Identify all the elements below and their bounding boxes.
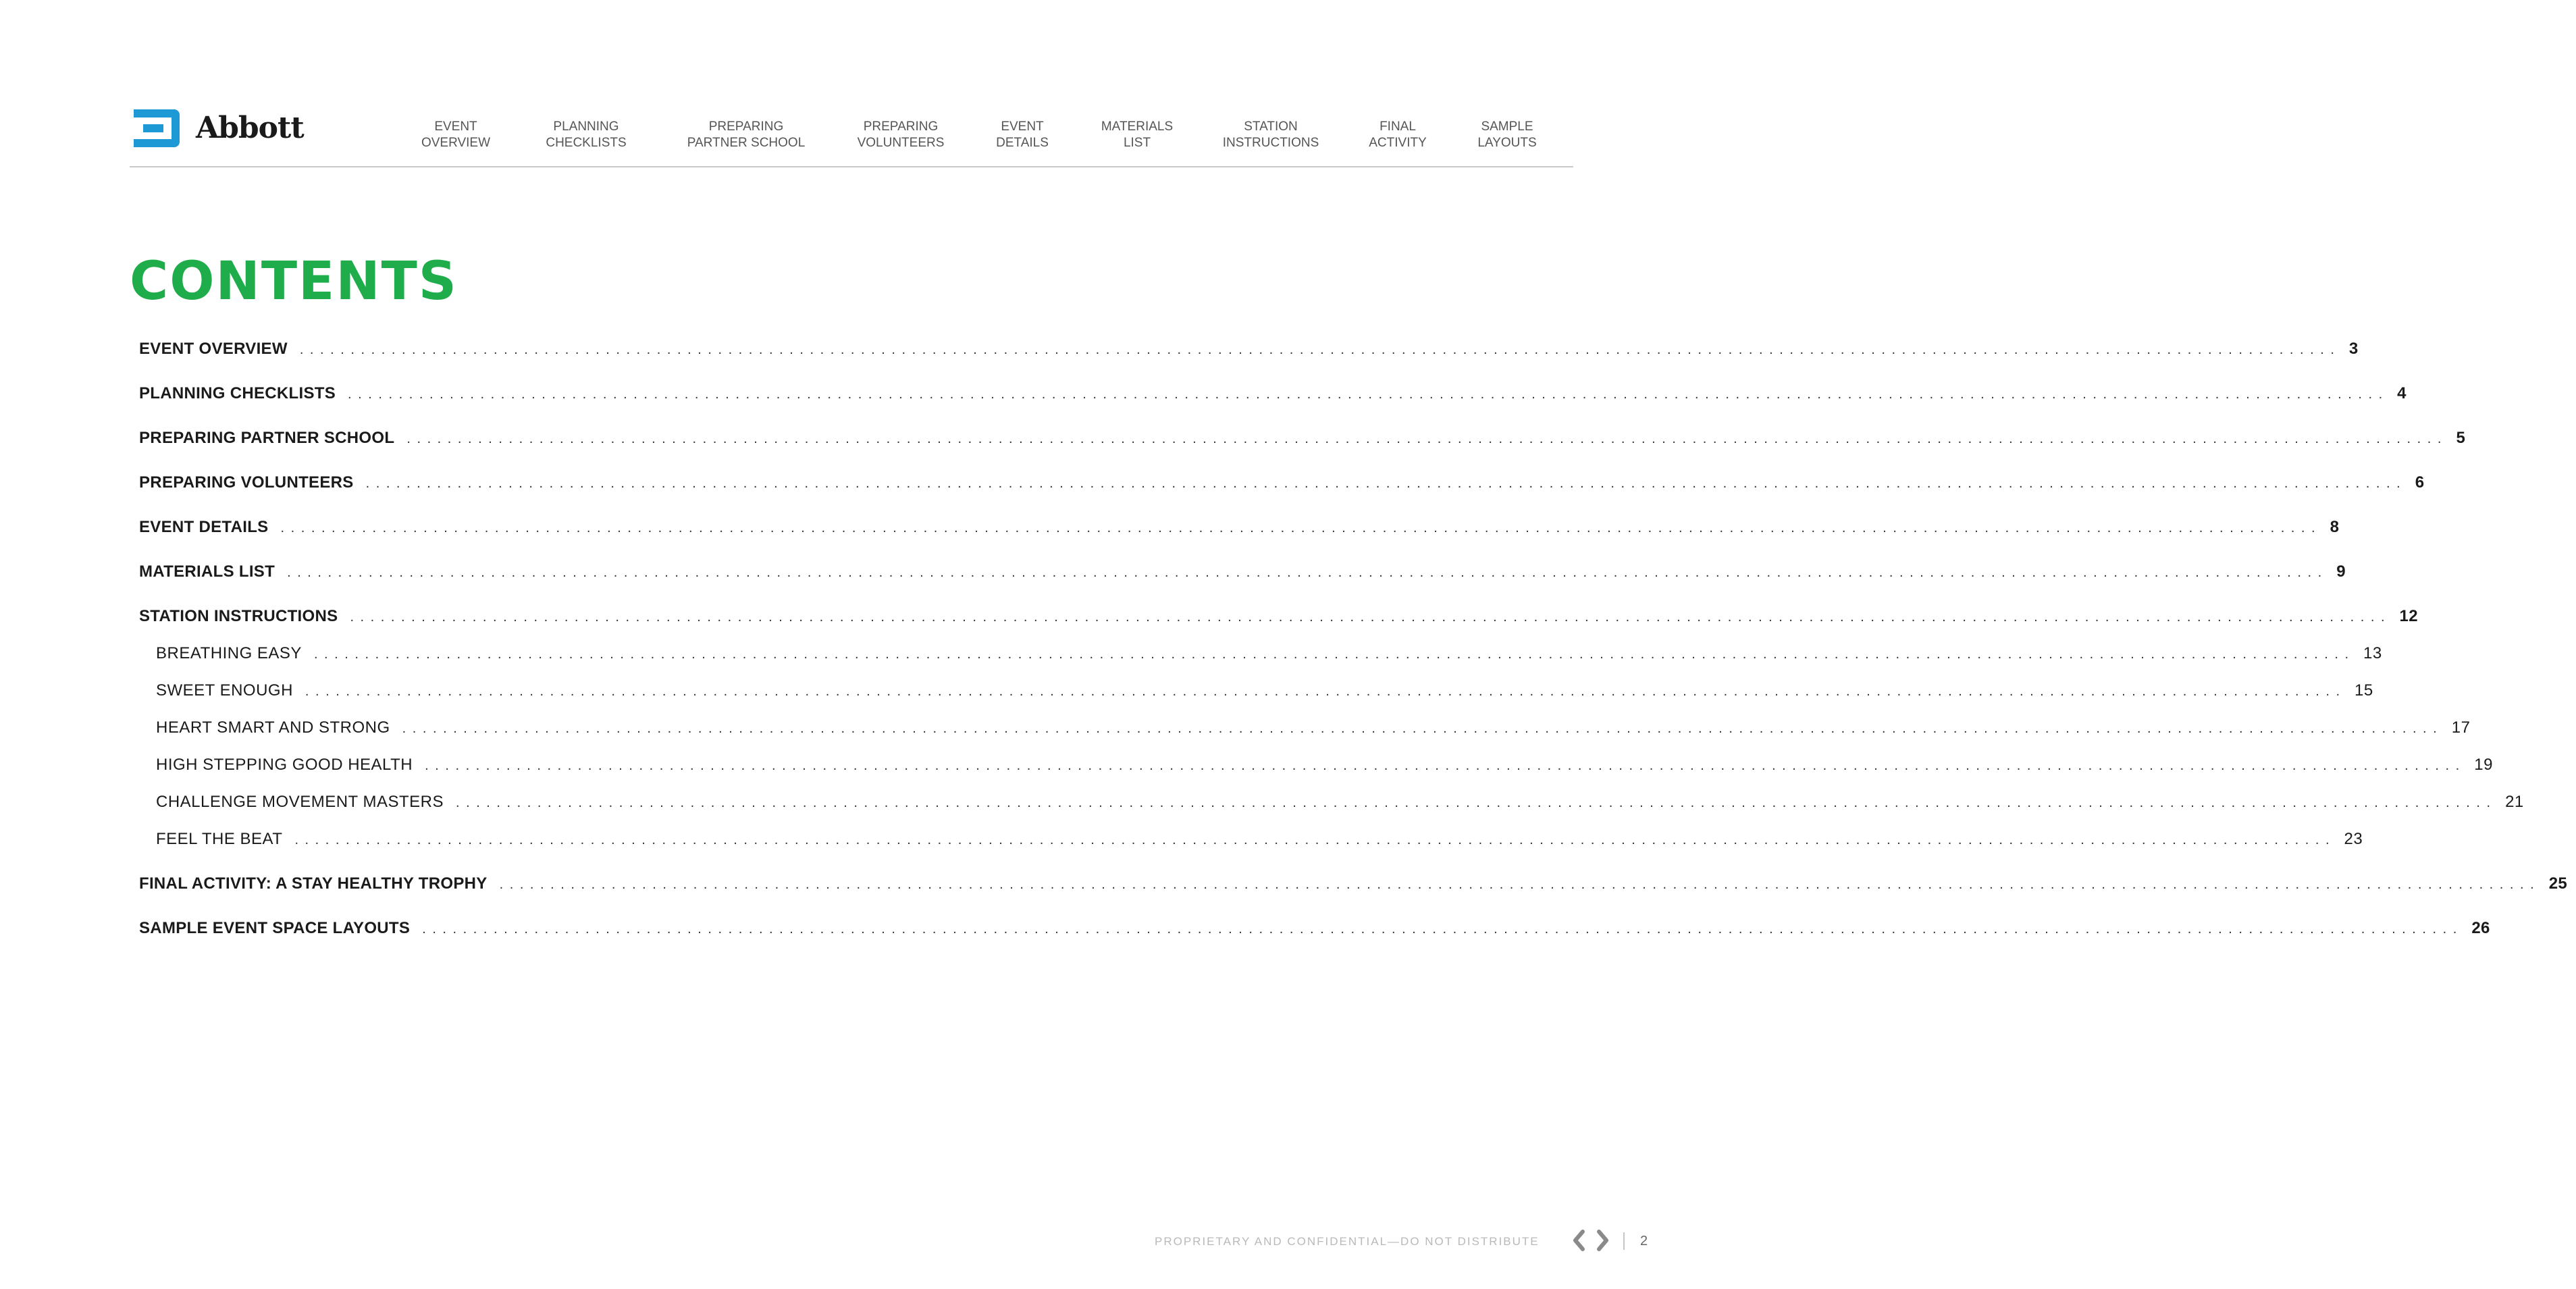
- toc-entry[interactable]: [139, 756, 2493, 774]
- toc-entry-label: HIGH STEPPING GOOD HEALTH: [156, 756, 413, 774]
- toc-dot-leader: . . . . . . . . . . . . . . . . . . . . . . . . . . . . . . . . . . . . . . . . . . . . . . . . . . . . . . . . . . . . . . . . . . . . . . . . . . . . . . . . . . . . . . . . . . . . . . . . . . . . . . . . . . . . . . . . . . . . . . . . . . . . . . . . . . . . . . . . . . . . . . . . . . . . . . . . . . . . . . . . . . . . . . . . . . . . . . . . . . . . . . . . . . . . . . . . . . . . . . . .: [299, 342, 2336, 357]
- toc-entry[interactable]: [139, 562, 2346, 581]
- toc-entry-label: FINAL ACTIVITY: A STAY HEALTHY TROPHY: [139, 874, 488, 893]
- chevron-left-icon[interactable]: [1571, 1229, 1588, 1252]
- toc-entry-label: SAMPLE EVENT SPACE LAYOUTS: [139, 919, 411, 937]
- toc-dot-leader: . . . . . . . . . . . . . . . . . . . . . . . . . . . . . . . . . . . . . . . . . . . . . . . . . . . . . . . . . . . . . . . . . . . . . . . . . . . . . . . . . . . . . . . . . . . . . . . . . . . . . . . . . . . . . . . . . . . . . . . . . . . . . . . . . . . . . . . . . . . . . . . . . . . . . . . . . . . . . . . . . . . . . . . . . . . . . . . . . . . . . . . . . . . . . . . . . . . . . . . .: [365, 476, 2402, 491]
- nav-item-event-overview[interactable]: [421, 119, 490, 151]
- footer-divider: [1623, 1232, 1625, 1250]
- nav-item-line1: SAMPLE: [1481, 120, 1533, 134]
- toc-entry[interactable]: [139, 681, 2373, 700]
- header-divider: [130, 166, 1573, 167]
- toc-entry[interactable]: [139, 793, 2524, 812]
- toc-dot-leader: . . . . . . . . . . . . . . . . . . . . . . . . . . . . . . . . . . . . . . . . . . . . . . . . . . . . . . . . . . . . . . . . . . . . . . . . . . . . . . . . . . . . . . . . . . . . . . . . . . . . . . . . . . . . . . . . . . . . . . . . . . . . . . . . . . . . . . . . . . . . . . . . . . . . . . . . . . . . . . . . . . . . . . . . . . . . . . . . . . . . . . . . . . . . . . . . . . . . . . . .: [305, 684, 2342, 699]
- toc-entry-label: PREPARING VOLUNTEERS: [139, 473, 354, 492]
- nav-item-line2: LIST: [1123, 136, 1151, 150]
- toc-entry[interactable]: [139, 919, 2490, 938]
- toc-dot-leader: . . . . . . . . . . . . . . . . . . . . . . . . . . . . . . . . . . . . . . . . . . . . . . . . . . . . . . . . . . . . . . . . . . . . . . . . . . . . . . . . . . . . . . . . . . . . . . . . . . . . . . . . . . . . . . . . . . . . . . . . . . . . . . . . . . . . . . . . . . . . . . . . . . . . . . . . . . . . . . . . . . . . . . . . . . . . . . . . . . . . . . . . . . . . . . . . . . . . . . . .: [402, 721, 2438, 736]
- toc-entry-page: 25: [2548, 874, 2567, 893]
- toc-entry[interactable]: [139, 830, 2363, 849]
- nav-item-line2: CHECKLISTS: [546, 136, 627, 150]
- nav-item-line2: PARTNER SCHOOL: [687, 136, 806, 150]
- toc-dot-leader: . . . . . . . . . . . . . . . . . . . . . . . . . . . . . . . . . . . . . . . . . . . . . . . . . . . . . . . . . . . . . . . . . . . . . . . . . . . . . . . . . . . . . . . . . . . . . . . . . . . . . . . . . . . . . . . . . . . . . . . . . . . . . . . . . . . . . . . . . . . . . . . . . . . . . . . . . . . . . . . . . . . . . . . . . . . . . . . . . . . . . . . . . . . . . . . . . . . . . . . .: [350, 610, 2386, 625]
- toc-entry[interactable]: [139, 518, 2340, 537]
- nav-item-line2: INSTRUCTIONS: [1222, 136, 1319, 150]
- nav-item-station-instructions[interactable]: [1223, 119, 1319, 151]
- nav-item-line2: ACTIVITY: [1369, 136, 1427, 150]
- nav-item-line2: DETAILS: [996, 136, 1049, 150]
- toc-entry-page: 4: [2397, 384, 2407, 402]
- toc-entry-label: SWEET ENOUGH: [156, 681, 293, 700]
- toc-entry-label: PREPARING PARTNER SCHOOL: [139, 429, 395, 447]
- toc-entry[interactable]: [139, 384, 2407, 403]
- toc-dot-leader: . . . . . . . . . . . . . . . . . . . . . . . . . . . . . . . . . . . . . . . . . . . . . . . . . . . . . . . . . . . . . . . . . . . . . . . . . . . . . . . . . . . . . . . . . . . . . . . . . . . . . . . . . . . . . . . . . . . . . . . . . . . . . . . . . . . . . . . . . . . . . . . . . . . . . . . . . . . . . . . . . . . . . . . . . . . . . . . . . . . . . . . . . . . . . . . . . . . . . . . .: [422, 922, 2459, 937]
- toc-dot-leader: . . . . . . . . . . . . . . . . . . . . . . . . . . . . . . . . . . . . . . . . . . . . . . . . . . . . . . . . . . . . . . . . . . . . . . . . . . . . . . . . . . . . . . . . . . . . . . . . . . . . . . . . . . . . . . . . . . . . . . . . . . . . . . . . . . . . . . . . . . . . . . . . . . . . . . . . . . . . . . . . . . . . . . . . . . . . . . . . . . . . . . . . . . . . . . . . . . . . . . . .: [348, 387, 2384, 402]
- toc-dot-leader: . . . . . . . . . . . . . . . . . . . . . . . . . . . . . . . . . . . . . . . . . . . . . . . . . . . . . . . . . . . . . . . . . . . . . . . . . . . . . . . . . . . . . . . . . . . . . . . . . . . . . . . . . . . . . . . . . . . . . . . . . . . . . . . . . . . . . . . . . . . . . . . . . . . . . . . . . . . . . . . . . . . . . . . . . . . . . . . . . . . . . . . . . . . . . . . . . . . . . . . .: [406, 431, 2443, 446]
- confidential-notice: PROPRIETARY AND CONFIDENTIAL—DO NOT DISTRIBUTE: [1155, 1235, 1540, 1248]
- toc-dot-leader: . . . . . . . . . . . . . . . . . . . . . . . . . . . . . . . . . . . . . . . . . . . . . . . . . . . . . . . . . . . . . . . . . . . . . . . . . . . . . . . . . . . . . . . . . . . . . . . . . . . . . . . . . . . . . . . . . . . . . . . . . . . . . . . . . . . . . . . . . . . . . . . . . . . . . . . . . . . . . . . . . . . . . . . . . . . . . . . . . . . . . . . . . . . . . . . . . . . . . . . .: [455, 795, 2492, 810]
- nav-item-line1: MATERIALS: [1101, 120, 1174, 134]
- toc-entry-page: 12: [2399, 607, 2418, 625]
- abbott-logo: [130, 107, 304, 150]
- toc-entry-label: CHALLENGE MOVEMENT MASTERS: [156, 793, 444, 811]
- toc-entry[interactable]: [139, 429, 2466, 448]
- toc-entry-page: 13: [2363, 644, 2382, 662]
- nav-item-line1: FINAL: [1379, 120, 1416, 134]
- nav-item-preparing-partner-school[interactable]: [687, 119, 806, 151]
- toc-entry-label: BREATHING EASY: [156, 644, 302, 662]
- toc-entry-page: 19: [2474, 756, 2493, 774]
- nav-item-line1: EVENT: [434, 120, 477, 134]
- toc-dot-leader: . . . . . . . . . . . . . . . . . . . . . . . . . . . . . . . . . . . . . . . . . . . . . . . . . . . . . . . . . . . . . . . . . . . . . . . . . . . . . . . . . . . . . . . . . . . . . . . . . . . . . . . . . . . . . . . . . . . . . . . . . . . . . . . . . . . . . . . . . . . . . . . . . . . . . . . . . . . . . . . . . . . . . . . . . . . . . . . . . . . . . . . . . . . . . . . . . . . . . . . .: [287, 565, 2323, 580]
- toc-entry-label: PLANNING CHECKLISTS: [139, 384, 336, 402]
- toc-entry-page: 17: [2451, 718, 2471, 737]
- page-title: CONTENTS: [130, 251, 458, 312]
- toc-entry-page: 3: [2348, 340, 2359, 358]
- toc-entry-page: 21: [2505, 793, 2524, 811]
- toc-dot-leader: . . . . . . . . . . . . . . . . . . . . . . . . . . . . . . . . . . . . . . . . . . . . . . . . . . . . . . . . . . . . . . . . . . . . . . . . . . . . . . . . . . . . . . . . . . . . . . . . . . . . . . . . . . . . . . . . . . . . . . . . . . . . . . . . . . . . . . . . . . . . . . . . . . . . . . . . . . . . . . . . . . . . . . . . . . . . . . . . . . . . . . . . . . . . . . . . . . . . . . . .: [280, 521, 2317, 535]
- nav-item-event-details[interactable]: [996, 119, 1049, 151]
- toc-entry-page: 26: [2471, 919, 2490, 937]
- toc-entry-page: 15: [2355, 681, 2373, 700]
- nav-item-line2: OVERVIEW: [421, 136, 491, 150]
- nav-item-line1: PREPARING: [708, 120, 784, 134]
- toc-entry-page: 5: [2456, 429, 2466, 447]
- toc-entry-label: EVENT OVERVIEW: [139, 340, 288, 358]
- abbott-logo-icon: [130, 107, 184, 150]
- page-number: 2: [1640, 1234, 1648, 1248]
- toc-entry-label: EVENT DETAILS: [139, 518, 269, 536]
- brand-name: Abbott: [196, 111, 304, 145]
- toc-entry-page: 8: [2330, 518, 2340, 536]
- toc-entry[interactable]: [139, 473, 2425, 492]
- nav-item-line2: LAYOUTS: [1477, 136, 1537, 150]
- toc-entry-label: HEART SMART AND STRONG: [156, 718, 390, 737]
- nav-item-planning-checklists[interactable]: [546, 119, 626, 151]
- nav-item-line1: EVENT: [1001, 120, 1044, 134]
- toc-dot-leader: . . . . . . . . . . . . . . . . . . . . . . . . . . . . . . . . . . . . . . . . . . . . . . . . . . . . . . . . . . . . . . . . . . . . . . . . . . . . . . . . . . . . . . . . . . . . . . . . . . . . . . . . . . . . . . . . . . . . . . . . . . . . . . . . . . . . . . . . . . . . . . . . . . . . . . . . . . . . . . . . . . . . . . . . . . . . . . . . . . . . . . . . . . . . . . . . . . . . . . . .: [313, 647, 2350, 662]
- nav-item-line1: PLANNING: [553, 120, 619, 134]
- toc-dot-leader: . . . . . . . . . . . . . . . . . . . . . . . . . . . . . . . . . . . . . . . . . . . . . . . . . . . . . . . . . . . . . . . . . . . . . . . . . . . . . . . . . . . . . . . . . . . . . . . . . . . . . . . . . . . . . . . . . . . . . . . . . . . . . . . . . . . . . . . . . . . . . . . . . . . . . . . . . . . . . . . . . . . . . . . . . . . . . . . . . . . . . . . . . . . . . . . . . . . . . . . .: [294, 833, 2331, 847]
- toc-entry[interactable]: [139, 718, 2471, 737]
- toc-entry[interactable]: [139, 644, 2382, 663]
- toc-entry-page: 6: [2415, 473, 2425, 492]
- toc-entry-label: FEEL THE BEAT: [156, 830, 283, 848]
- toc-entry-page: 9: [2336, 562, 2346, 581]
- nav-item-materials-list[interactable]: [1101, 119, 1173, 151]
- toc-entry[interactable]: [139, 340, 2359, 359]
- toc-entry[interactable]: [139, 874, 2567, 893]
- chevron-right-icon[interactable]: [1594, 1229, 1611, 1252]
- toc-entry-page: 23: [2344, 830, 2363, 848]
- toc-dot-leader: . . . . . . . . . . . . . . . . . . . . . . . . . . . . . . . . . . . . . . . . . . . . . . . . . . . . . . . . . . . . . . . . . . . . . . . . . . . . . . . . . . . . . . . . . . . . . . . . . . . . . . . . . . . . . . . . . . . . . . . . . . . . . . . . . . . . . . . . . . . . . . . . . . . . . . . . . . . . . . . . . . . . . . . . . . . . . . . . . . . . . . . . . . . . . . . . . . . . . . . .: [499, 877, 2535, 892]
- nav-item-sample-layouts[interactable]: [1477, 119, 1536, 151]
- toc-entry[interactable]: [139, 607, 2418, 626]
- top-navigation: [378, 119, 1553, 153]
- nav-item-line1: PREPARING: [863, 120, 939, 134]
- toc-dot-leader: . . . . . . . . . . . . . . . . . . . . . . . . . . . . . . . . . . . . . . . . . . . . . . . . . . . . . . . . . . . . . . . . . . . . . . . . . . . . . . . . . . . . . . . . . . . . . . . . . . . . . . . . . . . . . . . . . . . . . . . . . . . . . . . . . . . . . . . . . . . . . . . . . . . . . . . . . . . . . . . . . . . . . . . . . . . . . . . . . . . . . . . . . . . . . . . . . . . . . . . .: [425, 758, 2461, 773]
- nav-item-preparing-volunteers[interactable]: [858, 119, 945, 151]
- nav-item-line2: VOLUNTEERS: [857, 136, 945, 150]
- toc-entry-label: STATION INSTRUCTIONS: [139, 607, 338, 625]
- toc-entry-label: MATERIALS LIST: [139, 562, 275, 581]
- nav-item-line1: STATION: [1244, 120, 1298, 134]
- page-navigation: [1571, 1229, 1611, 1252]
- nav-item-final-activity[interactable]: [1369, 119, 1427, 151]
